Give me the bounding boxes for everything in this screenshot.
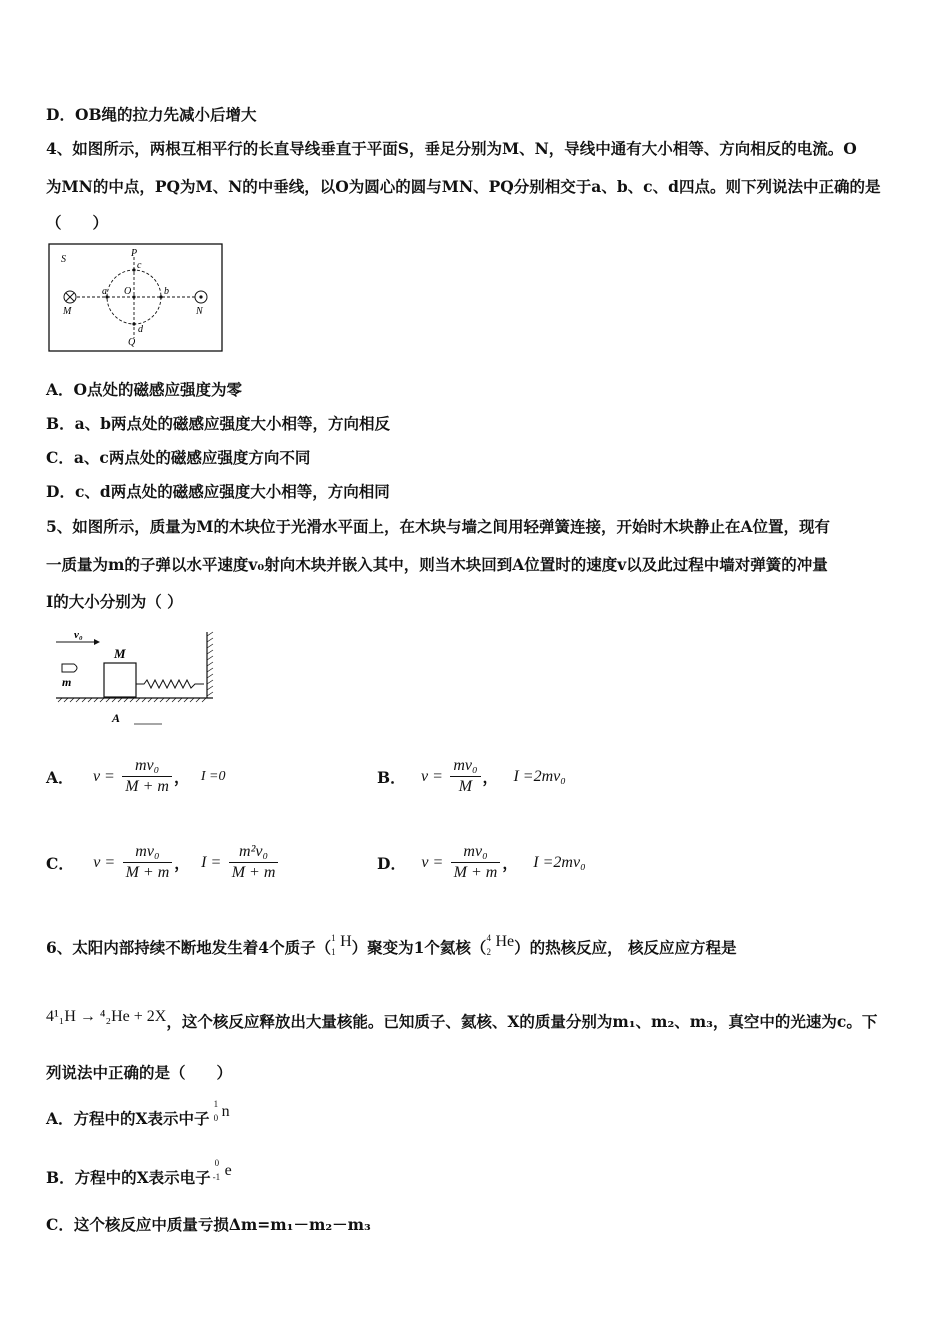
q4-option-b: B．a、b两点处的磁感应强度大小相等，方向相反 [46, 414, 390, 433]
label-a-position: A [112, 711, 121, 725]
q5-option-d: D． v = $\frac{\text{mv₀}}{M + m}$ ， I =2mv₀ [377, 843, 586, 881]
label-s: S [61, 254, 66, 265]
q6-option-b: B．方程中的X表示电子 0 -1 e [46, 1158, 232, 1187]
q6-stem-line3: 列说法中正确的是（ ） [46, 1063, 233, 1082]
label-o: O [124, 286, 132, 297]
q6-stem-line2: 4¹₁H → ⁴₂He + 2X，这个核反应释放出大量核能。已知质子、氦核、X的质量分别为m₁、m₂、m₃，真空中的光速为c。下 [46, 1008, 878, 1031]
q5-stem-line1: 5、如图所示，质量为M的木块位于光滑水平面上，在木块与墙之间用轻弹簧连接，开始时木块静止在A位置，现有 [46, 517, 830, 536]
label-block-m: M [114, 646, 126, 661]
label-c: c [137, 260, 142, 271]
label-v0: v₀ [74, 629, 83, 641]
label-d: d [138, 324, 143, 335]
q4-option-a: A．O点处的磁感应强度为零 [46, 380, 243, 399]
wire-n-out-of-page-icon [195, 291, 207, 303]
point-b [159, 295, 162, 298]
label-b: b [164, 286, 169, 297]
q6-option-a: A．方程中的X表示中子 1 0 n [46, 1099, 230, 1128]
q4-figure [48, 243, 224, 353]
point-c [132, 268, 135, 271]
point-d [132, 322, 135, 325]
q5-figure [54, 628, 224, 728]
label-m: M [63, 306, 72, 317]
q3-option-d: D．OB绳的拉力先减小后增大 [46, 105, 257, 124]
q4-stem-line2: 为MN的中点，PQ为M、N的中垂线，以O为圆心的圆与MN、PQ分别相交于a、b、c、d四点。则下列说法中正确的是 [46, 177, 881, 196]
spring [136, 680, 204, 688]
q5-option-b: B． v = $\frac{\text{mv₀}}{M}$ ， I =2mv₀ [377, 757, 566, 795]
q5-stem-line2: 一质量为m的子弹以水平速度v₀射向木块并嵌入其中，则当木块回到A位置时的速度v以及此过程中墙对弹簧的冲量 [46, 555, 828, 574]
q4-stem-line1: 4、如图所示，两根互相平行的长直导线垂直于平面S，垂足分别为M、N，导线中通有大小相等、方向相反的电流。O [46, 139, 857, 158]
q5-option-c: C． v = $\frac{\text{mv₀}}{M + m}$ ， I = $\frac{\text{m²v₀}}{M + m}$ [46, 843, 280, 882]
label-a: a [102, 286, 107, 297]
point-o [132, 295, 135, 298]
q4-option-d: D．c、d两点处的磁感应强度大小相等，方向相同 [46, 482, 390, 501]
label-n: N [196, 306, 203, 317]
q6-option-c: C．这个核反应中质量亏损Δm=m₁－m₂－m₃ [46, 1215, 371, 1234]
q5-stem-line3: I的大小分别为（ ） [46, 592, 183, 611]
bullet-icon [62, 664, 77, 672]
wall-hatch [207, 632, 213, 696]
wire-m-into-page-icon [64, 291, 76, 303]
q4-stem-line3: （ ） [46, 213, 109, 232]
label-p: P [131, 248, 138, 259]
block-m [104, 663, 136, 697]
label-q: Q [128, 337, 136, 348]
q5-option-a: A． v = $\frac{\text{mv₀}}{M + m}$ ， I =0 [46, 757, 226, 795]
q4-option-c: C．a、c两点处的磁感应强度方向不同 [46, 448, 311, 467]
label-bullet-m: m [62, 675, 72, 689]
nuclear-equation: 4¹₁H → ⁴₂He + 2X [46, 1008, 167, 1025]
q6-stem-line1: 6、太阳内部持续不断地发生着4个质子（ 1 1 H）聚变为1个氦核（ 4 2 He）的热核反应， 核反应应方程是 [46, 933, 737, 957]
